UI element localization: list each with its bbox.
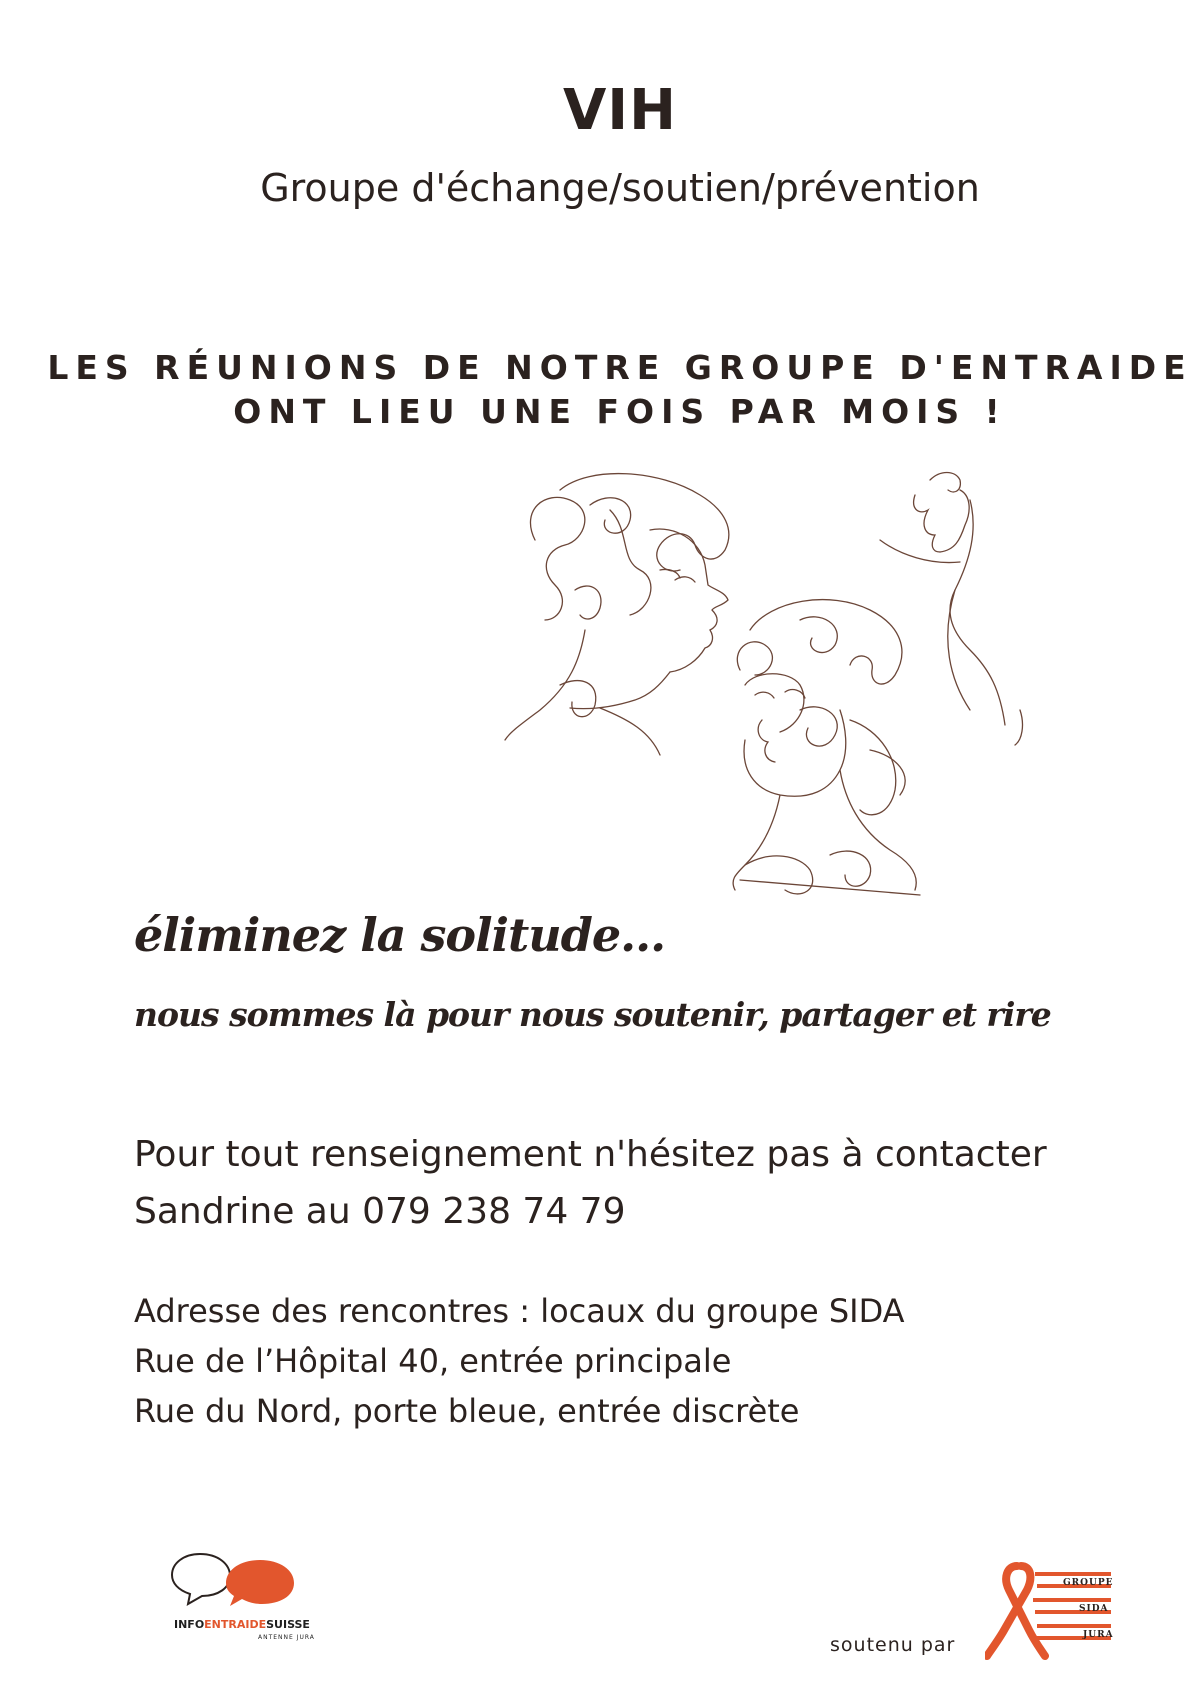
infoentraide-subtitle: ANTENNE JURA bbox=[258, 1634, 315, 1641]
address-line-1: Adresse des rencontres : locaux du groupe SIDA bbox=[134, 1292, 905, 1330]
tagline-main: éliminez la solitude... bbox=[134, 908, 666, 962]
address-line-3: Rue du Nord, porte bleue, entrée discrète bbox=[134, 1392, 800, 1430]
announcement bbox=[40, 346, 1200, 434]
infoentraide-logo bbox=[170, 1550, 330, 1641]
contact-block bbox=[134, 1126, 1047, 1240]
contact-line-1: Pour tout renseignement n'hésitez pas à contacter bbox=[134, 1134, 1047, 1175]
announcement-line-2: ONT LIEU UNE FOIS PAR MOIS ! bbox=[233, 392, 1007, 431]
announcement-line-1: LES RÉUNIONS DE NOTRE GROUPE D'ENTRAIDE bbox=[47, 348, 1193, 387]
address-line-2: Rue de l’Hôpital 40, entrée principale bbox=[134, 1342, 732, 1380]
logo-word-jura: JURA bbox=[1083, 1630, 1114, 1640]
tagline-sub: nous sommes là pour nous soutenir, partager et rire bbox=[134, 995, 1051, 1034]
page-title: VIH bbox=[562, 78, 678, 143]
supported-by-label: soutenu par bbox=[830, 1634, 956, 1656]
speech-bubbles-icon bbox=[170, 1550, 300, 1612]
page-subtitle: Groupe d'échange/soutien/prévention bbox=[260, 166, 980, 210]
address-block bbox=[134, 1286, 905, 1436]
groupe-sida-jura-logo bbox=[985, 1560, 1115, 1660]
infoentraide-wordmark: INFOENTRAIDESUISSE bbox=[174, 1618, 310, 1631]
logo-word-groupe: GROUPE bbox=[1063, 1578, 1114, 1588]
logo-word-sida: SIDA bbox=[1079, 1604, 1109, 1614]
contact-line-2: Sandrine au 079 238 74 79 bbox=[134, 1191, 626, 1232]
